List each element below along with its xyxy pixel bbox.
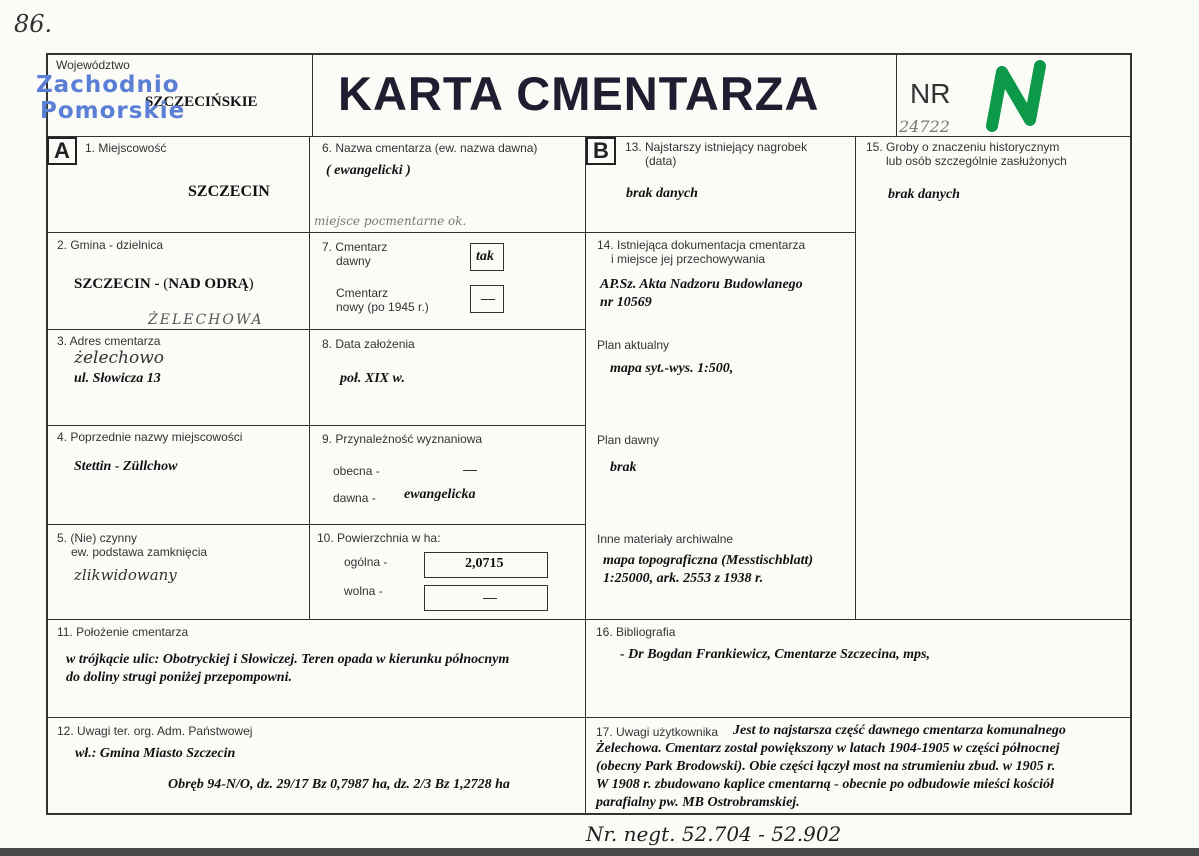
field-14-label: 14. Istniejąca dokumentacja cmentarza i miejsce jej przechowywania [597,238,806,266]
field-16-label: 16. Bibliografia [596,625,676,639]
field-9-obecna-label: obecna - [333,464,380,478]
field-17-line1: Jest to najstarsza część dawnego cmentarza komunalnego [733,723,1066,738]
field-10-ogolna-box: 2,0715 [424,552,548,578]
field-2-handwritten: ŻELECHOWA [148,312,264,328]
field-17-line4: W 1908 r. zbudowano kaplice cmentarną - obecnie po odbudowie mieści kościół [596,777,1054,792]
divider [855,136,856,619]
footer-negative-numbers: Nr. negt. 52.704 - 52.902 [586,822,842,846]
inne-materialy-line1: mapa topograficzna (Messtischblatt) [603,553,814,568]
divider [46,524,585,525]
field-1-label: 1. Miejscowość [85,141,167,155]
field-13-value: brak danych [626,186,698,201]
plan-aktualny-value: mapa syt.-wys. 1:500, [610,361,734,376]
divider [585,136,586,815]
field-11-line2: do doliny strugi poniżej przepompowni. [66,670,292,685]
field-14-value-line2: nr 10569 [600,295,652,310]
divider [46,717,1132,718]
inne-materialy-line2: 1:25000, ark. 2553 z 1938 r. [603,571,764,586]
plan-dawny-value: brak [610,460,637,475]
field-7-dawny-box: tak [470,243,504,271]
field-8-value: poł. XIX w. [340,371,405,386]
stamp-zachodniopomorskie: Zachodnio Pomorskie [36,72,186,124]
field-9-dawna-value: ewangelicka [404,487,476,502]
field-10-wolna-box: — [424,585,548,611]
field-5-label: 5. (Nie) czynny ew. podstawa zamknięcia [57,531,208,559]
inne-materialy-label: Inne materiały archiwalne [597,532,734,546]
scan-edge [0,848,1199,856]
divider [46,425,585,426]
divider [309,136,310,619]
page-number-note: 86. [14,10,53,38]
field-11-label: 11. Położenie cmentarza [57,625,189,639]
nr-handwritten: 24722 [899,117,950,136]
plan-dawny-label: Plan dawny [597,433,660,447]
field-15-value: brak danych [888,187,960,202]
field-12-line1: wł.: Gmina Miasto Szczecin [75,746,236,761]
field-14-value-line1: AP.Sz. Akta Nadzoru Budowlanego [600,277,803,292]
divider [312,53,313,137]
nr-green-mark [980,58,1060,138]
divider [896,53,897,137]
field-2-value: SZCZECIN - (NAD ODRĄ) [74,276,254,292]
field-10-ogolna-label: ogólna - [344,555,388,569]
field-6-value: ( ewangelicki ) [326,163,411,178]
field-10-wolna-label: wolna - [344,584,383,598]
field-15-label: 15. Groby o znaczeniu historycznym lub osób szczególnie zasłużonych [866,140,1067,168]
field-17-line5: parafialny pw. MB Ostrobramskiej. [596,795,800,810]
divider [46,619,1132,620]
field-6-label: 6. Nazwa cmentarza (ew. nazwa dawna) [322,141,538,155]
field-7-label: 7. Cmentarz dawny [322,240,388,268]
field-4-label: 4. Poprzednie nazwy miejscowości [57,430,243,444]
field-5-handwritten: zlikwidowany [74,566,177,584]
section-b-letter: B [586,137,616,165]
plan-aktualny-label: Plan aktualny [597,338,670,352]
field-17-label: 17. Uwagi użytkownika [596,725,719,739]
field-3-label: 3. Adres cmentarza [57,334,161,348]
divider [46,232,856,233]
field-13-label: 13. Najstarszy istniejący nagrobek (data) [625,140,808,168]
nr-label: NR [910,78,951,109]
field-17-line3: (obecny Park Brodowski). Obie części łączył most na strumieniu zbud. w 1905 r. [596,759,1056,774]
field-8-label: 8. Data założenia [322,337,415,351]
field-7-nowy-box: — [470,285,504,313]
field-1-value: SZCZECIN [188,183,270,200]
wojewodztwo-value: SZCZECIŃSKIE [145,94,258,110]
field-16-value: - Dr Bogdan Frankiewicz, Cmentarze Szczecina, mps, [620,647,930,662]
field-9-dawna-label: dawna - [333,491,376,505]
field-4-value: Stettin - Züllchow [74,459,178,474]
wojewodztwo-label: Województwo [56,58,130,72]
divider [46,329,585,330]
card-title: KARTA CMENTARZA [338,67,820,120]
field-6-handwritten: miejsce pocmentarne ok. [314,214,467,228]
field-9-label: 9. Przynależność wyznaniowa [322,432,483,446]
field-3-handwritten: żelechowo [74,348,165,368]
field-9-obecna-value: — [463,461,477,477]
field-2-label: 2. Gmina - dzielnica [57,238,164,252]
field-17-line2: Żelechowa. Cmentarz został powiększony w latach 1904-1905 w części północnej [596,741,1060,756]
field-12-line2: Obręb 94-N/O, dz. 29/17 Bz 0,7987 ha, dz. 2/3 Bz 1,2728 ha [168,777,510,792]
section-a-letter: A [47,137,77,165]
field-10-label: 10. Powierzchnia w ha: [317,531,441,545]
field-11-line1: w trójkącie ulic: Obotryckiej i Słowiczej. Teren opada w kierunku północnym [66,652,510,667]
field-12-label: 12. Uwagi ter. org. Adm. Państwowej [57,724,253,738]
field-7-nowy-label: Cmentarz nowy (po 1945 r.) [336,286,429,314]
field-3-value: ul. Słowicza 13 [74,371,161,386]
